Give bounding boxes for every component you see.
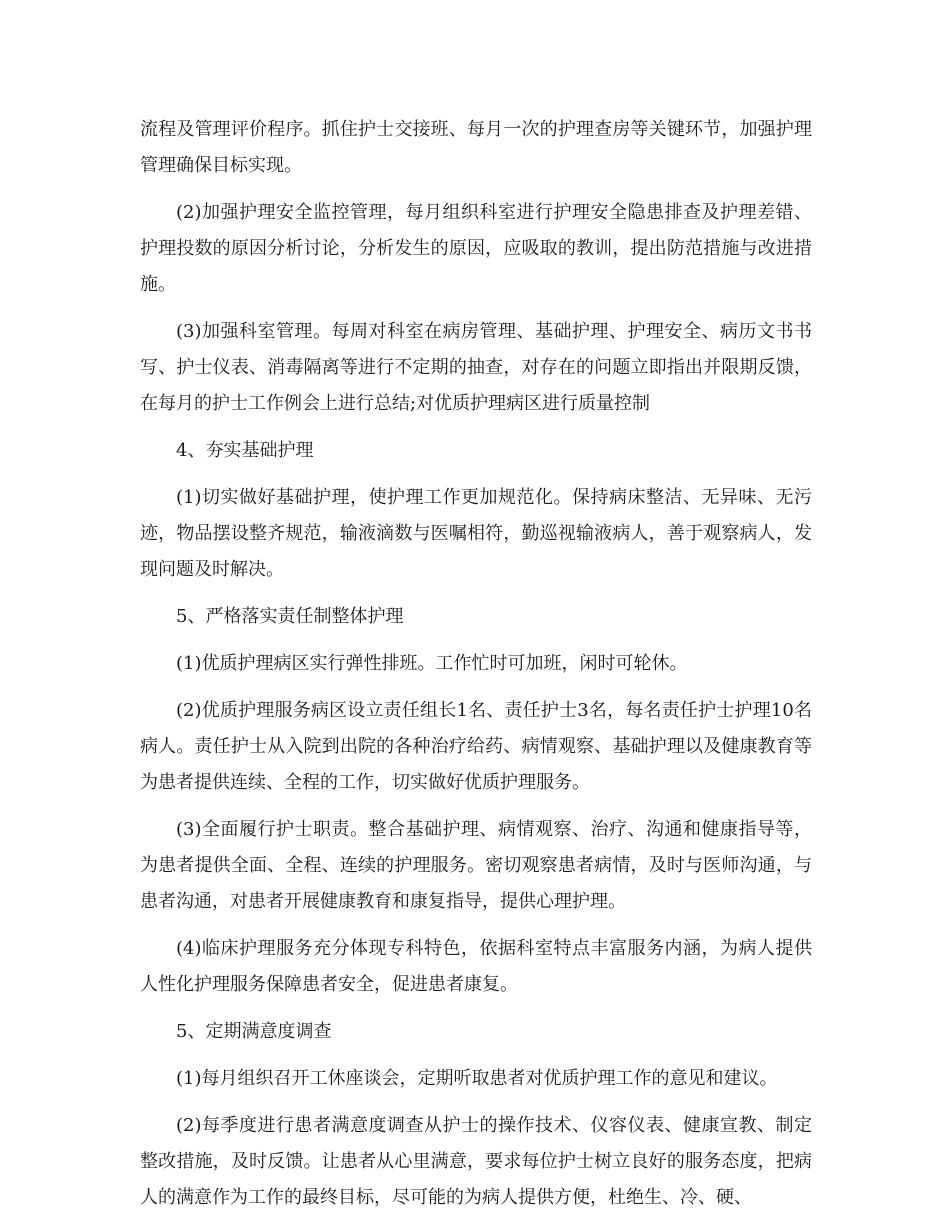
section-heading-satisfaction: 5、定期满意度调查 <box>176 1021 332 1042</box>
paragraph-nurse-duties: (3)全面履行护士职责。整合基础护理、病情观察、治疗、沟通和健康指导等，为患者提供全面、全程、连续的护理服务。密切观察患者病情，及时与医师沟通，与患者沟通，对患者开展健康教育和康复指导，提供心理护理。 <box>140 819 812 912</box>
document-body <box>140 112 812 1227</box>
paragraph-continuation: 流程及管理评价程序。抓住护士交接班、每月一次的护理查房等关键环节，加强护理管理确保目标实现。 <box>140 119 812 176</box>
paragraph-safety-monitoring: (2)加强护理安全监控管理，每月组织科室进行护理安全隐患排查及护理差错、护理投数的原因分析讨论，分析发生的原因，应吸取的教训，提出防范措施与改进措施。 <box>140 202 812 295</box>
paragraph-monthly-meeting: (1)每月组织召开工休座谈会，定期听取患者对优质护理工作的意见和建议。 <box>176 1068 778 1089</box>
paragraph-basic-care: (1)切实做好基础护理，使护理工作更加规范化。保持病床整洁、无异味、无污迹，物品摆设整齐规范，输液滴数与医嘱相符，勤巡视输液病人，善于观察病人，发现问题及时解决。 <box>140 487 812 580</box>
section-heading-basic-care: 4、夯实基础护理 <box>176 440 314 461</box>
section-heading-responsibility: 5、严格落实责任制整体护理 <box>176 606 404 627</box>
paragraph-specialty-service: (4)临床护理服务充分体现专科特色，依据科室特点丰富服务内涵，为病人提供人性化护理服务保障患者安全，促进患者康复。 <box>140 938 812 995</box>
paragraph-flexible-scheduling: (1)优质护理病区实行弹性排班。工作忙时可加班，闲时可轮休。 <box>176 653 688 674</box>
paragraph-department-management: (3)加强科室管理。每周对科室在病房管理、基础护理、护理安全、病历文书书写、护士仪表、消毒隔离等进行不定期的抽查，对存在的问题立即指出并限期反馈，在每月的护士工作例会上进行总结;对优质护理病区进行质量控制 <box>140 321 812 414</box>
paragraph-team-leader: (2)优质护理服务病区设立责任组长1名、责任护士3名，每名责任护士护理10名病人。责任护士从入院到出院的各种治疗给药、病情观察、基础护理以及健康教育等为患者提供连续、全程的工作，切实做好优质护理服务。 <box>140 700 812 793</box>
paragraph-quarterly-survey: (2)每季度进行患者满意度调查从护士的操作技术、仪容仪表、健康宣教、制定整改措施，及时反馈。让患者从心里满意，要求每位护士树立良好的服务态度，把病人的满意作为工作的最终目标，尽可能的为病人提供方便，杜绝生、冷、硬、 <box>140 1115 812 1208</box>
